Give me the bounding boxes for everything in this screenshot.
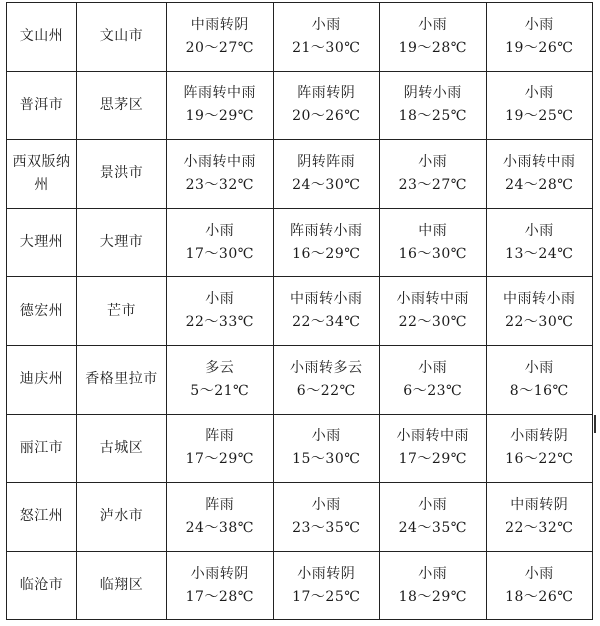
temperature-range: 15～30℃: [292, 451, 361, 468]
temperature-range: 22～30℃: [505, 314, 574, 331]
temperature-range: 22～30℃: [398, 314, 467, 331]
weather-text: 阵雨转中雨: [183, 85, 256, 102]
city-cell: 芒市: [77, 277, 167, 346]
prefecture-cell: 迪庆州: [7, 345, 77, 414]
temperature-range: 17～28℃: [185, 588, 254, 605]
temperature-range: 20～27℃: [185, 39, 254, 56]
forecast-day-cell: [273, 414, 380, 483]
weather-text: 小雨转阴: [510, 428, 569, 445]
forecast-day-cell: [486, 483, 593, 552]
temperature-range: 16～22℃: [505, 451, 574, 468]
temperature-range: 19～26℃: [505, 39, 574, 56]
forecast-day-cell: [380, 71, 487, 140]
table-row: [7, 71, 593, 140]
forecast-day-cell: [486, 140, 593, 209]
prefecture-cell: 普洱市: [7, 71, 77, 140]
weather-text: 阴转阵雨: [297, 153, 356, 170]
table-row: [7, 140, 593, 209]
weather-text: 中雨转小雨: [290, 291, 363, 308]
weather-text: 小雨转阴: [190, 565, 249, 582]
weather-text: 小雨: [205, 222, 235, 239]
prefecture-cell: 临沧市: [7, 551, 77, 620]
forecast-day-cell: [380, 3, 487, 72]
city-cell: 思茅区: [77, 71, 167, 140]
weather-text: 小雨: [311, 428, 341, 445]
weather-text: 中雨转阴: [190, 16, 249, 33]
weather-text: 阴转小雨: [403, 85, 462, 102]
temperature-range: 24～30℃: [292, 176, 361, 193]
forecast-day-cell: [167, 71, 274, 140]
forecast-day-cell: [486, 71, 593, 140]
table-row: [7, 345, 593, 414]
weather-text: 阵雨转小雨: [290, 222, 363, 239]
weather-text: 小雨: [205, 291, 235, 308]
temperature-range: 13～24℃: [505, 245, 574, 262]
temperature-range: 22～34℃: [292, 314, 361, 331]
weather-text: 小雨: [311, 496, 341, 513]
temperature-range: 17～29℃: [398, 451, 467, 468]
weather-text: 小雨: [418, 153, 448, 170]
temperature-range: 20～26℃: [292, 108, 361, 125]
prefecture-cell: 西双版纳州: [7, 140, 77, 209]
forecast-day-cell: [380, 277, 487, 346]
weather-text: 小雨转中雨: [396, 428, 469, 445]
temperature-range: 19～29℃: [185, 108, 254, 125]
table-row: [7, 414, 593, 483]
forecast-day-cell: [380, 414, 487, 483]
weather-text: 中雨转阴: [510, 496, 569, 513]
forecast-day-cell: [486, 414, 593, 483]
weather-text: 小雨: [311, 16, 341, 33]
forecast-day-cell: [167, 3, 274, 72]
temperature-range: 8～16℃: [509, 382, 569, 399]
city-cell: 景洪市: [77, 140, 167, 209]
temperature-range: 22～33℃: [185, 314, 254, 331]
prefecture-cell: 怒江州: [7, 483, 77, 552]
forecast-day-cell: [380, 140, 487, 209]
weather-text: 小雨转阴: [297, 565, 356, 582]
forecast-day-cell: [380, 483, 487, 552]
weather-text: 阵雨: [205, 428, 235, 445]
temperature-range: 6～22℃: [296, 382, 356, 399]
forecast-day-cell: [486, 3, 593, 72]
weather-text: 小雨转中雨: [183, 153, 256, 170]
city-cell: 香格里拉市: [77, 345, 167, 414]
prefecture-cell: 文山州: [7, 3, 77, 72]
temperature-range: 18～26℃: [505, 588, 574, 605]
forecast-day-cell: [273, 277, 380, 346]
temperature-range: 17～29℃: [185, 451, 254, 468]
forecast-day-cell: [167, 414, 274, 483]
prefecture-cell: 大理州: [7, 208, 77, 277]
forecast-day-cell: [273, 551, 380, 620]
table-row: [7, 551, 593, 620]
forecast-day-cell: [167, 483, 274, 552]
weather-text: 小雨: [524, 222, 554, 239]
forecast-day-cell: [273, 483, 380, 552]
forecast-day-cell: [486, 208, 593, 277]
city-cell: 文山市: [77, 3, 167, 72]
temperature-range: 17～25℃: [292, 588, 361, 605]
forecast-day-cell: [486, 345, 593, 414]
weather-text: 中雨转小雨: [503, 291, 576, 308]
weather-text: 小雨: [418, 565, 448, 582]
weather-text: 小雨: [524, 359, 554, 376]
weather-text: 小雨: [524, 16, 554, 33]
weather-text: 小雨转中雨: [396, 291, 469, 308]
forecast-day-cell: [167, 140, 274, 209]
weather-text: 小雨: [418, 359, 448, 376]
temperature-range: 19～28℃: [398, 39, 467, 56]
temperature-range: 23～27℃: [398, 176, 467, 193]
table-row: [7, 277, 593, 346]
temperature-range: 22～32℃: [505, 519, 574, 536]
temperature-range: 19～25℃: [505, 108, 574, 125]
forecast-day-cell: [273, 71, 380, 140]
temperature-range: 21～30℃: [292, 39, 361, 56]
weather-text: 小雨转多云: [290, 359, 363, 376]
forecast-day-cell: [167, 345, 274, 414]
weather-text: 小雨: [524, 565, 554, 582]
weather-text: 中雨: [418, 222, 448, 239]
temperature-range: 17～30℃: [185, 245, 254, 262]
temperature-range: 6～23℃: [403, 382, 463, 399]
forecast-day-cell: [380, 345, 487, 414]
weather-text: 小雨: [418, 496, 448, 513]
weather-text: 阵雨: [205, 496, 235, 513]
temperature-range: 18～25℃: [398, 108, 467, 125]
weather-text: 小雨: [418, 16, 448, 33]
forecast-day-cell: [380, 208, 487, 277]
temperature-range: 16～29℃: [292, 245, 361, 262]
weather-forecast-table: [6, 2, 593, 620]
forecast-day-cell: [167, 208, 274, 277]
prefecture-cell: 德宏州: [7, 277, 77, 346]
temperature-range: 18～29℃: [398, 588, 467, 605]
forecast-day-cell: [273, 140, 380, 209]
forecast-table-body: [7, 3, 593, 620]
forecast-day-cell: [167, 551, 274, 620]
table-row: [7, 483, 593, 552]
table-row: [7, 208, 593, 277]
prefecture-cell: 丽江市: [7, 414, 77, 483]
temperature-range: 16～30℃: [398, 245, 467, 262]
city-cell: 大理市: [77, 208, 167, 277]
table-row: [7, 3, 593, 72]
weather-text: 小雨: [524, 85, 554, 102]
forecast-day-cell: [273, 208, 380, 277]
temperature-range: 5～21℃: [190, 382, 250, 399]
weather-text: 多云: [205, 359, 235, 376]
forecast-day-cell: [167, 277, 274, 346]
temperature-range: 24～35℃: [398, 519, 467, 536]
city-cell: 泸水市: [77, 483, 167, 552]
forecast-day-cell: [486, 277, 593, 346]
temperature-range: 24～28℃: [505, 176, 574, 193]
city-cell: 临翔区: [77, 551, 167, 620]
city-cell: 古城区: [77, 414, 167, 483]
forecast-day-cell: [380, 551, 487, 620]
edge-mark: [594, 415, 596, 433]
forecast-day-cell: [486, 551, 593, 620]
temperature-range: 23～32℃: [185, 176, 254, 193]
temperature-range: 23～35℃: [292, 519, 361, 536]
weather-text: 阵雨转阴: [297, 85, 356, 102]
forecast-day-cell: [273, 3, 380, 72]
temperature-range: 24～38℃: [185, 519, 254, 536]
forecast-day-cell: [273, 345, 380, 414]
weather-text: 小雨转中雨: [503, 153, 576, 170]
